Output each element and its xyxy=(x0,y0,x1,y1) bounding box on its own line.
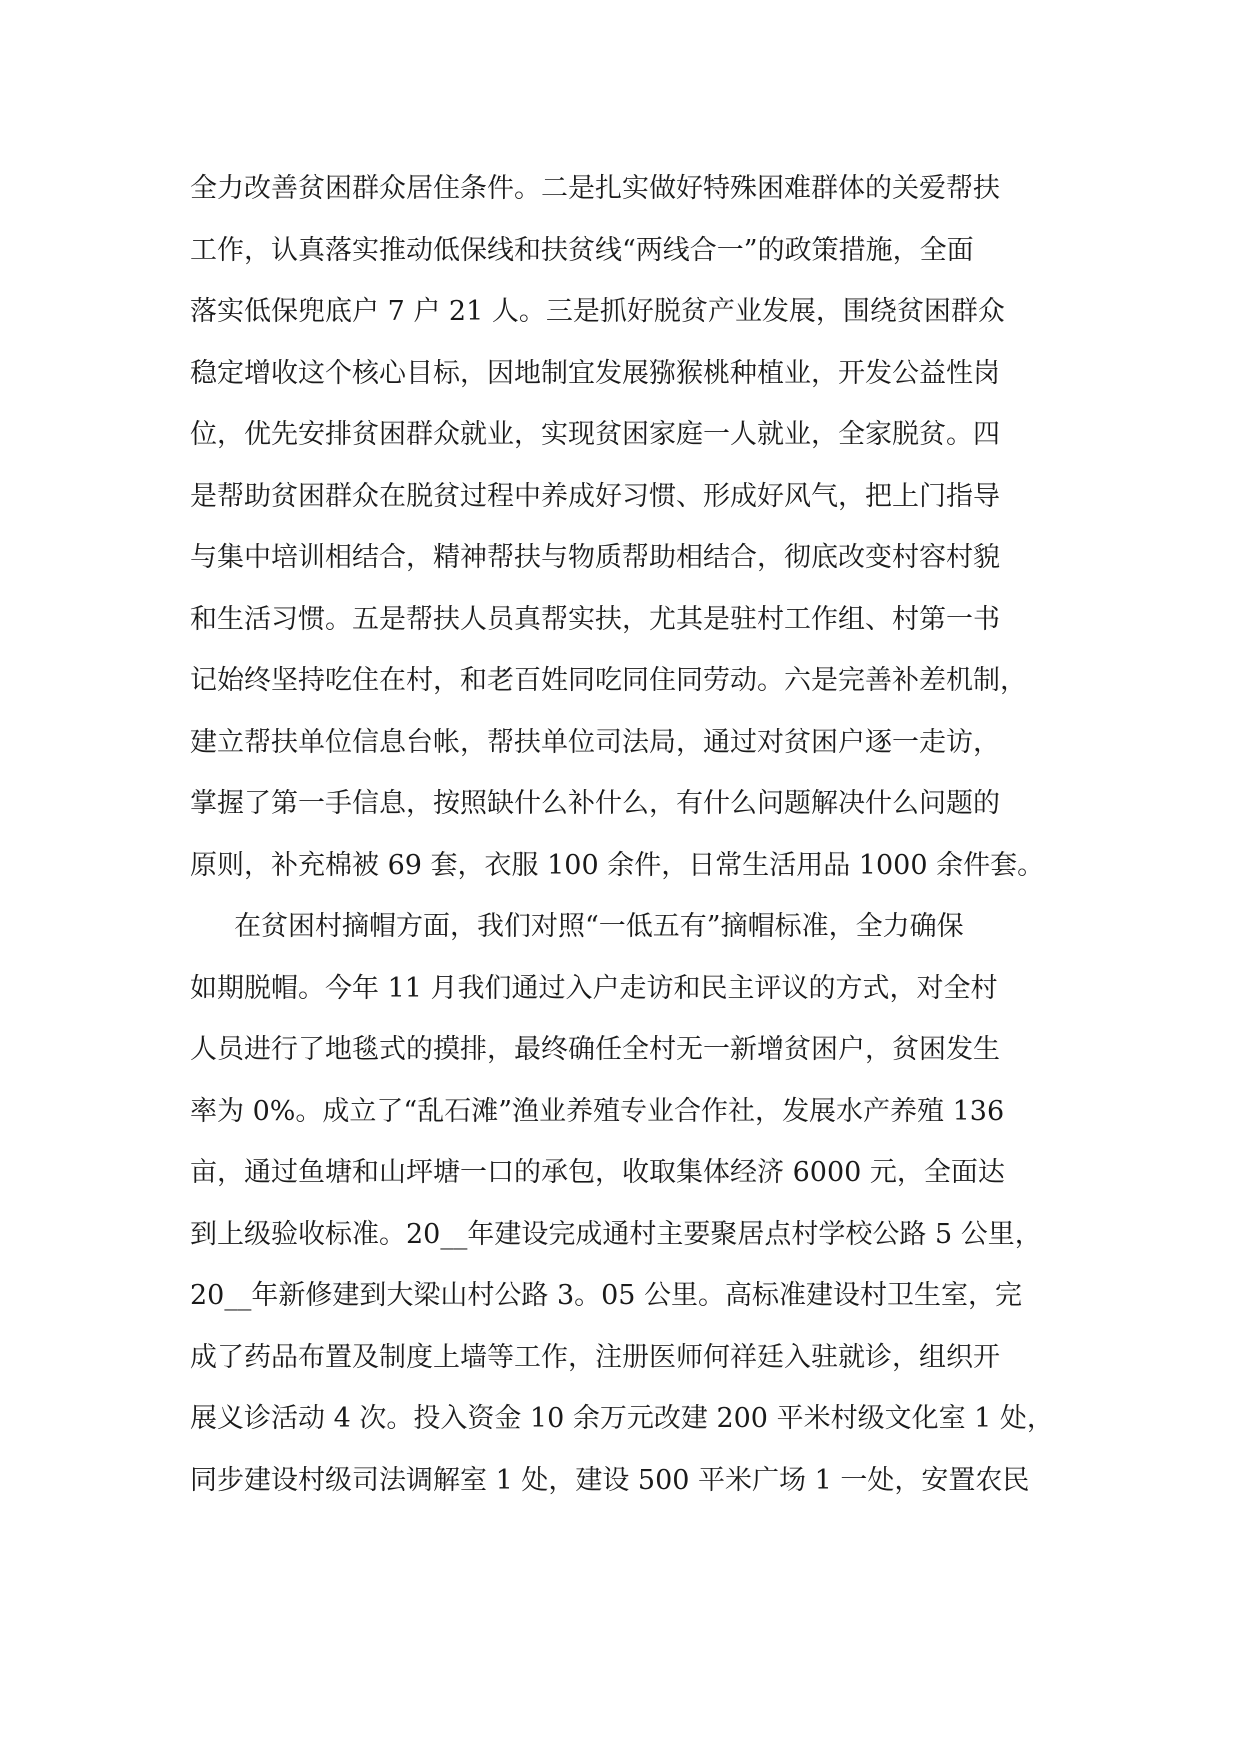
text-line: 位，优先安排贫困群众就业，实现贫困家庭一人就业，全家脱贫。四 xyxy=(190,419,1000,450)
text-line: 建立帮扶单位信息台帐，帮扶单位司法局，通过对贫困户逐一走访， xyxy=(190,726,1000,758)
text-line: 20__年新修建到大梁山村公路 3。05 公里。高标准建设村卫生室，完 xyxy=(190,1280,1023,1311)
text-line: 原则，补充棉被 69 套，衣服 100 余件，日常生活用品 1000 余件套。 xyxy=(190,849,1045,881)
text-line: 展义诊活动 4 次。投入资金 10 余万元改建 200 平米村级文化室 1 处， xyxy=(190,1403,1054,1434)
text-line: 和生活习惯。五是帮扶人员真帮实扶，尤其是驻村工作组、村第一书 xyxy=(190,603,1000,635)
text-line: 落实低保兜底户 7 户 21 人。三是抓好脱贫产业发展，围绕贫困群众 xyxy=(190,296,1005,327)
text-line: 同步建设村级司法调解室 1 处，建设 500 平米广场 1 一处，安置农民 xyxy=(190,1464,1030,1496)
text-line: 人员进行了地毯式的摸排，最终确任全村无一新增贫困户，贫困发生 xyxy=(190,1034,1000,1065)
body-text xyxy=(190,166,1070,1519)
text-line: 成了药品布置及制度上墙等工作，注册医师何祥廷入驻就诊，组织开 xyxy=(190,1341,1000,1373)
text-line: 如期脱帽。今年 11 月我们通过入户走访和民主评议的方式，对全村 xyxy=(190,972,998,1004)
text-line: 率为 0%。成立了“乱石滩”渔业养殖专业合作社，发展水产养殖 136 xyxy=(190,1095,1005,1127)
text-line: 记始终坚持吃住在村，和老百姓同吃同住同劳动。六是完善补差机制， xyxy=(190,665,1027,696)
text-line: 稳定增收这个核心目标，因地制宜发展猕猴桃种植业，开发公益性岗 xyxy=(190,357,1000,389)
paragraph-start-line: 在贫困村摘帽方面，我们对照“一低五有”摘帽标准，全力确保 xyxy=(234,911,964,942)
text-line: 是帮助贫困群众在脱贫过程中养成好习惯、形成好风气，把上门指导 xyxy=(190,480,1000,512)
text-line: 全力改善贫困群众居住条件。二是扎实做好特殊困难群体的关爱帮扶 xyxy=(190,173,1000,204)
text-line: 与集中培训相结合，精神帮扶与物质帮助相结合，彻底改变村容村貌 xyxy=(190,542,1000,573)
text-line: 到上级验收标准。20__年建设完成通村主要聚居点村学校公路 5 公里， xyxy=(190,1218,1042,1250)
text-line: 亩，通过鱼塘和山坪塘一口的承包，收取集体经济 6000 元，全面达 xyxy=(190,1157,1005,1188)
text-line: 掌握了第一手信息，按照缺什么补什么，有什么问题解决什么问题的 xyxy=(190,788,1000,819)
text-line: 工作，认真落实推动低保线和扶贫线“两线合一”的政策措施，全面 xyxy=(190,234,974,266)
